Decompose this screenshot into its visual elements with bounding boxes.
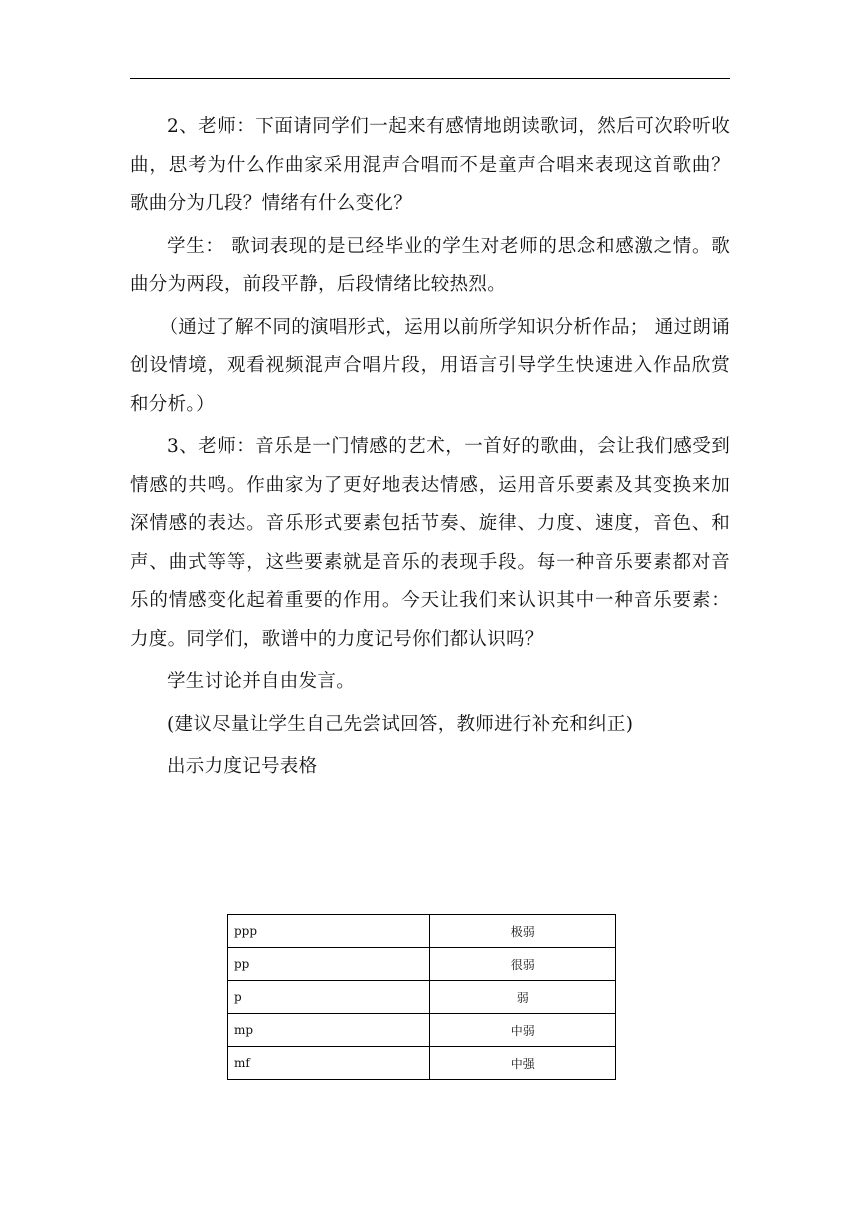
dynamic-symbol-cell: mf (228, 1047, 430, 1080)
paragraph-teaching-note: （通过了解不同的演唱形式，运用以前所学知识分析作品； 通过朗诵创设情境，观看视频混声合唱片段，用语言引导学生快速进入作品欣赏和分析。） (130, 316, 730, 415)
dynamic-meaning-cell: 弱 (430, 981, 616, 1014)
dynamic-meaning-cell: 极弱 (430, 915, 616, 948)
table-row (228, 948, 616, 981)
dynamic-symbol-cell: p (228, 981, 430, 1014)
dynamic-symbol-cell: pp (228, 948, 430, 981)
paragraph-student-discussion: 学生讨论并自由发言。 (167, 671, 356, 692)
dynamic-meaning-cell: 很弱 (430, 948, 616, 981)
table-row (228, 915, 616, 948)
table-row (228, 1014, 616, 1047)
table-row (228, 981, 616, 1014)
paragraph-teacher-question-2: 2、老师：下面请同学们一起来有感情地朗读歌词，然后可次聆听收曲，思考为什么作曲家采用混声合唱而不是童声合唱来表现这首歌曲？歌曲分为几段？情绪有什么变化？ (130, 116, 730, 214)
dynamic-symbol-cell: ppp (228, 915, 430, 948)
dynamic-meaning-cell: 中强 (430, 1047, 616, 1080)
dynamic-symbol-cell: mp (228, 1014, 430, 1047)
dynamic-meaning-cell: 中弱 (430, 1014, 616, 1047)
paragraph-show-table: 出示力度记号表格 (167, 756, 318, 777)
paragraph-suggestion: (建议尽量让学生自己先尝试回答，教师进行补充和纠正) (167, 713, 634, 735)
document-body (130, 108, 730, 787)
table-row (228, 1047, 616, 1080)
paragraph-teacher-question-3: 3、老师：音乐是一门情感的艺术，一首好的歌曲，会让我们感受到情感的共鸣。作曲家为了更好地表达情感，运用音乐要素及其变换来加深情感的表达。音乐形式要素包括节奏、旋律、力度、速度，音色、和声、曲式等等，这些要素就是音乐的表现手段。每一种音乐要素都对音乐的情感变化起着重要的作用。今天让我们来认识其中一种音乐要素：力度。同学们，歌谱中的力度记号你们都认识吗？ (130, 436, 730, 650)
dynamics-table (227, 914, 616, 1080)
paragraph-student-answer: 学生： 歌词表现的是已经毕业的学生对老师的思念和感激之情。歌曲分为两段，前段平静，后段情绪比较热烈。 (130, 235, 730, 295)
header-rule (130, 78, 730, 79)
